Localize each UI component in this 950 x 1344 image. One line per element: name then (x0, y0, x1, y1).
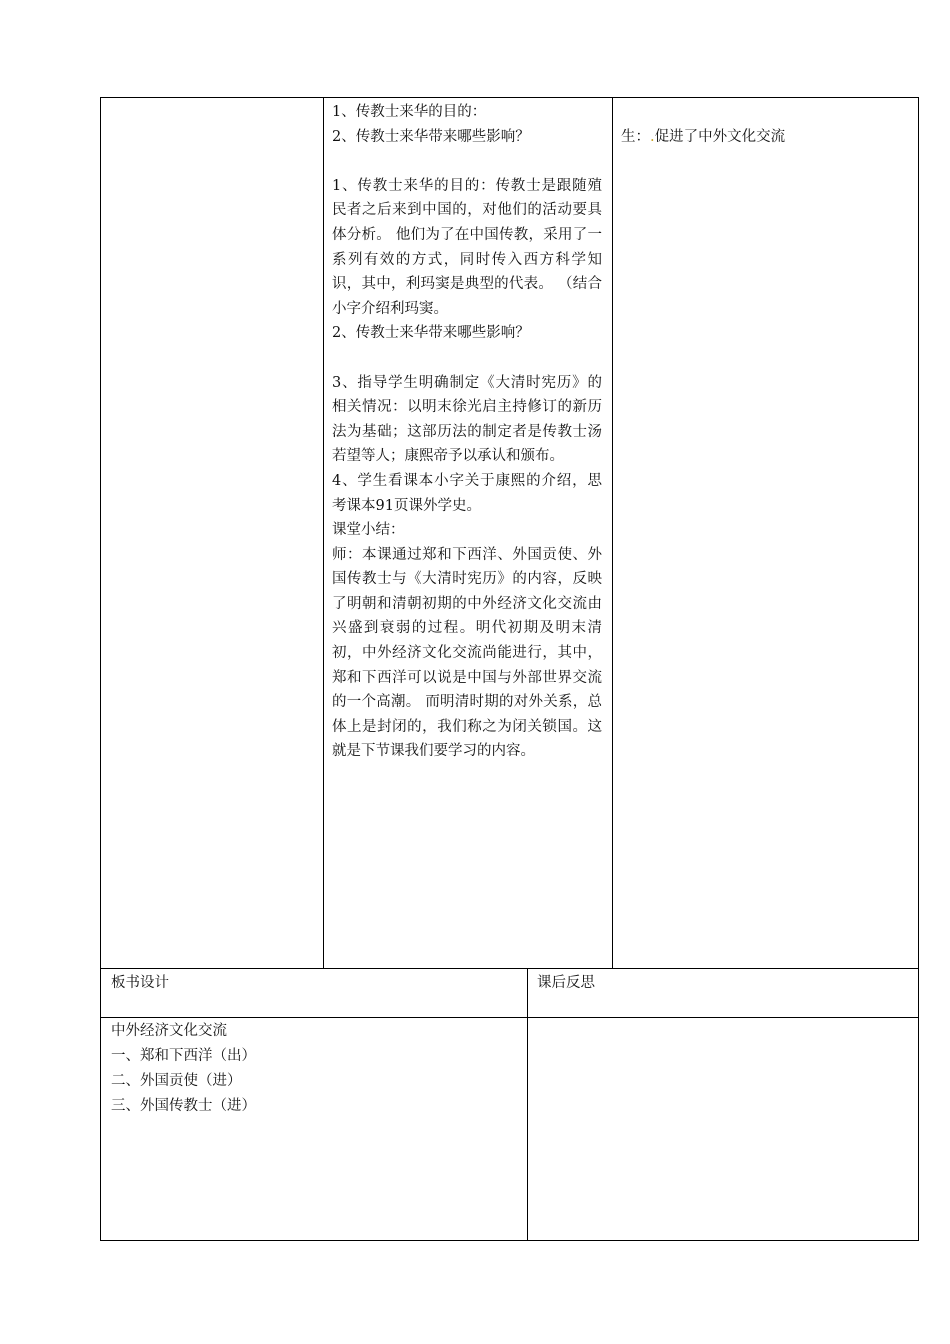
board-line: 一、郑和下西洋（出） (111, 1048, 256, 1064)
activity-line: 1、传教士来华的目的： (332, 104, 487, 120)
board-line: 三、外国传教士（进） (111, 1098, 256, 1114)
student-answer: 促进了中外文化交流 (654, 129, 786, 145)
activity-paragraph: 1、传教士来华的目的：传教士是跟随殖民者之后来到中国的，对他们的活动要具体分析。 他们为了在中国传教，采用了一系列有效的方式，同时传入西方科学知识，其中，利玛窦是典型的代表。 （结合小字介绍利玛窦。 (332, 177, 602, 317)
teacher-activity-cell (332, 100, 602, 764)
board-design-content (111, 1019, 256, 1119)
activity-paragraph: 4、学生看课本小字关于康熙的介绍，思考课本91页课外学史。 (332, 472, 602, 514)
lesson-table-upper (100, 97, 919, 969)
activity-line: 课堂小结： (332, 522, 405, 539)
column-divider (323, 98, 324, 968)
student-activity-cell (621, 125, 901, 150)
reflection-header: 课后反思 (537, 975, 595, 991)
mark-dot: . (650, 129, 655, 145)
student-prefix: 生： (621, 129, 650, 145)
activity-line: 2、传教士来华带来哪些影响？ (332, 128, 530, 145)
board-line: 二、外国贡使（进） (111, 1073, 242, 1089)
activity-line: 2、传教士来华带来哪些影响？ (332, 325, 530, 342)
column-divider (527, 969, 528, 1240)
column-divider (612, 98, 613, 968)
board-design-header: 板书设计 (111, 975, 169, 991)
activity-paragraph: 3、指导学生明确制定《大清时宪历》的相关情况：以明末徐光启主持修订的新历法为基础；这部历法的制定者是传教士汤若望等人；康熙帝予以承认和颁布。 (332, 374, 602, 465)
board-line: 中外经济文化交流 (111, 1023, 227, 1039)
row-divider (101, 1017, 918, 1018)
summary-paragraph: 师：本课通过郑和下西洋、外国贡使、外国传教士与《大清时宪历》的内容，反映了明朝和清朝初期的中外经济文化交流由兴盛到衰弱的过程。明代初期及明末清初，中外经济文化交流尚能进行，其中，郑和下西洋可以说是中国与外部世界交流的一个高潮。 而明清时期的对外关系，总体上是封闭的，我们称之为闭关锁国。这就是下节课我们要学习的内容。 (332, 546, 602, 760)
lesson-table-lower (100, 968, 919, 1241)
